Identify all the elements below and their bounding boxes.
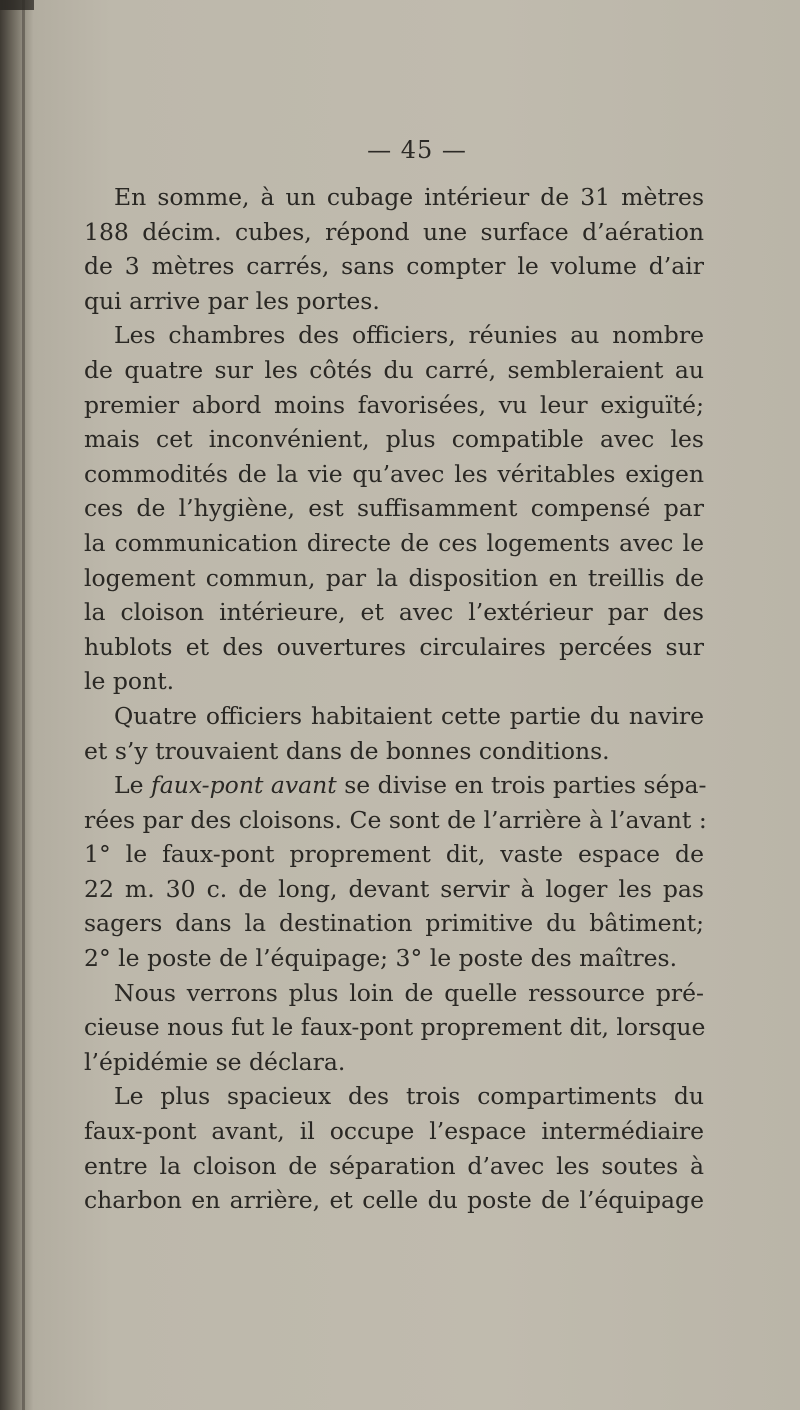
italic-term: faux-pont avant [151,771,337,800]
text-line: Le plus spacieux des trois compartiments du [114,1082,704,1111]
binding-edge [22,0,25,1410]
text-line: qui arrive par les portes. [84,286,380,315]
text-fragment: Le [114,771,144,800]
text-line: Nous verrons plus loin de quelle ressource pré- [114,978,704,1007]
text-line: faux-pont avant, il occupe l’espace intermédiaire [84,1117,704,1146]
text-line: hublots et des ouvertures circulaires percées sur [84,632,704,661]
text-line: sagers dans la destination primitive du bâtiment; [84,909,704,938]
text-line: premier abord moins favorisées, vu leur exiguïté; [84,390,704,419]
text-line: 1° le faux-pont proprement dit, vaste espace de [84,840,704,869]
text-line: l’épidémie se déclara. [84,1047,346,1076]
text-line: Les chambres des officiers, réunies au nombre [114,321,704,350]
text-line: commodités de la vie qu’avec les véritables exigen [84,459,704,488]
book-page [34,0,800,1410]
page-number: — 45 — [367,136,467,164]
text-fragment: se divise en trois parties sépa- [344,771,707,800]
text-line: rées par des cloisons. Ce sont de l’arrière à l’avant : [84,805,707,834]
text-line: la cloison intérieure, et avec l’extérieur par des [84,598,704,627]
text-line: logement commun, par la disposition en treillis de [84,563,704,592]
body-text [84,180,707,1218]
text-line: le pont. [84,667,175,696]
text-line: 2° le poste de l’équipage; 3° le poste des maîtres. [84,944,678,973]
text-line: En somme, à un cubage intérieur de 31 mètres [114,183,704,211]
text-line: 188 décim. cubes, répond une surface d’aération [84,217,704,246]
book-binding-gutter [0,0,34,1410]
text-line: charbon en arrière, et celle du poste de l’équipage [84,1186,704,1215]
text-line: ces de l’hygiène, est suffisamment compensé par [84,494,704,523]
text-line: et s’y trouvaient dans de bonnes conditions. [84,736,610,765]
text-line [84,768,707,803]
text-line: 22 m. 30 c. de long, devant servir à loger les pas [84,874,704,903]
text-line: de 3 mètres carrés, sans compter le volume d’air [84,252,704,281]
text-line: cieuse nous fut le faux-pont proprement dit, lorsque [84,1013,706,1042]
text-line: Quatre officiers habitaient cette partie du navire [114,701,704,730]
text-line: entre la cloison de séparation d’avec les soutes à [84,1151,704,1180]
text-line: la communication directe de ces logements avec le [84,528,704,557]
text-line: mais cet inconvénient, plus compatible avec les [84,425,704,454]
text-line: de quatre sur les côtés du carré, sembleraient au [84,355,704,384]
